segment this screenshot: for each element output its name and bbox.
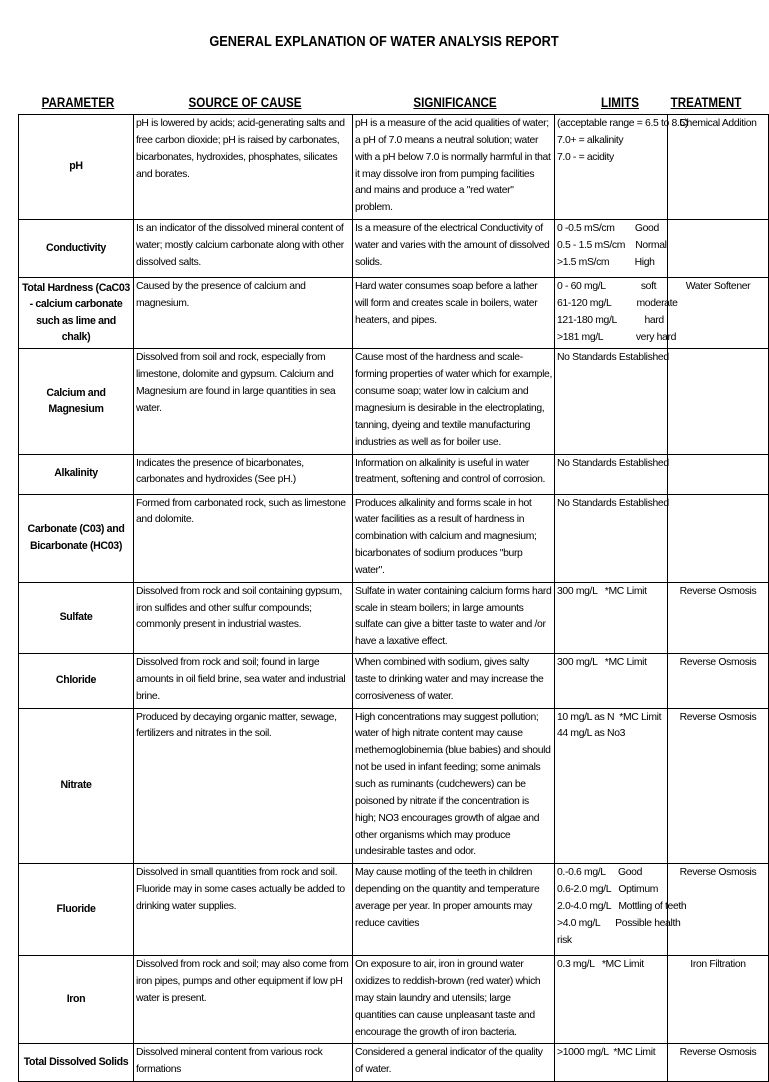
significance-cell: Is a measure of the electrical Conductivity of water and varies with the amount of dissolved solids. [353,220,555,278]
treatment-cell [668,494,769,582]
treatment-cell [668,454,769,494]
table-row [19,1044,769,1082]
significance-cell: May cause motling of the teeth in children depending on the quantity and temperature average per year. In proper amounts may reduce cavities [353,864,555,956]
significance-cell: Considered a general indicator of the quality of water. [353,1044,555,1082]
significance-cell: Sulfate in water containing calcium forms hard scale in steam boilers; in large amounts sulfate can give a bitter taste to water and /or have a laxative effect. [353,582,555,653]
header-parameter: PARAMETER [41,95,115,110]
table-row [19,654,769,709]
table-row [19,582,769,653]
significance-cell: Information on alkalinity is useful in water treatment, softening and control of corrosion. [353,454,555,494]
significance-cell: pH is a measure of the acid qualities of water; a pH of 7.0 means a neutral solution; water with a pH below 7.0 is normally harmful in that it may dissolve iron from pumping facilities and mains and produce a "red water" problem. [353,115,555,220]
table-row [19,349,769,454]
table-row [19,956,769,1044]
treatment-cell [668,349,769,454]
parameter-cell: Iron [19,956,134,1044]
treatment-cell [668,220,769,278]
source-cell: Dissolved from soil and rock, especially from limestone, dolomite and gypsum. Calcium and Magnesium are found in large quantities in sea water. [134,349,353,454]
limits-cell: (acceptable range = 6.5 to 8.5) 7.0+ = alkalinity 7.0 - = acidity [555,115,668,220]
treatment-cell: Reverse Osmosis [668,1044,769,1082]
significance-cell: Hard water consumes soap before a lather will form and creates scale in boilers, water heaters, and pipes. [353,278,555,349]
parameter-cell: pH [19,115,134,220]
significance-cell: On exposure to air, iron in ground water oxidizes to reddish-brown (red water) which may stain laundry and utensils; large quantities can cause unpleasant taste and encourage the growth of iron bacteria. [353,956,555,1044]
table-row [19,278,769,349]
treatment-cell: Iron Filtration [668,956,769,1044]
limits-cell: 10 mg/L as N *MC Limit 44 mg/L as No3 [555,708,668,864]
table-row [19,708,769,864]
significance-cell: Produces alkalinity and forms scale in hot water facilities as a result of hardness in combination with calcium and magnesium; bicarbonates of sodium produces "burp water". [353,494,555,582]
treatment-cell: Chemical Addition [668,115,769,220]
parameter-cell: Total Hardness (CaC03 - calcium carbonate such as lime and chalk) [19,278,134,349]
table-row [19,454,769,494]
parameter-cell: Conductivity [19,220,134,278]
header-limits: LIMITS [600,95,640,110]
parameter-cell: Fluoride [19,864,134,956]
source-cell: Is an indicator of the dissolved mineral content of water; mostly calcium carbonate along with other dissolved salts. [134,220,353,278]
source-cell: Formed from carbonated rock, such as limestone and dolomite. [134,494,353,582]
treatment-cell: Water Softener [668,278,769,349]
significance-cell: Cause most of the hardness and scale-forming properties of water which for example, consume soap; water low in calcium and magnesium is desirable in the electroplating, tanning, dyeing and textile manufacturing industries as well as for boiler use. [353,349,555,454]
source-cell: Indicates the presence of bicarbonates, carbonates and hydroxides (See pH.) [134,454,353,494]
limits-cell: 300 mg/L *MC Limit [555,582,668,653]
limits-cell: 0.-0.6 mg/L Good 0.6-2.0 mg/L Optimum 2.0-4.0 mg/L Mottling of teeth >4.0 mg/L Possible health risk [555,864,668,956]
parameter-cell: Calcium and Magnesium [19,349,134,454]
parameter-cell: Chloride [19,654,134,709]
header-significance: SIGNIFICANCE [413,95,497,110]
table-row [19,220,769,278]
treatment-cell: Reverse Osmosis [668,708,769,864]
parameter-cell: Carbonate (C03) and Bicarbonate (HC03) [19,494,134,582]
source-cell: Dissolved from rock and soil containing gypsum, iron sulfides and other sulfur compounds; commonly present in industrial wastes. [134,582,353,653]
significance-cell: High concentrations may suggest pollution; water of high nitrate content may cause methemoglobinemia (blue babies) and should not be used in infant feeding; some animals such as ruminants (cudchewers) can be poisoned by nitrate if the concentration is high; NO3 encourages growth of algae and other organisms which may produce undesirable tastes and odor. [353,708,555,864]
header-source: SOURCE OF CAUSE [188,95,302,110]
limits-cell: No Standards Established [555,349,668,454]
source-cell: Produced by decaying organic matter, sewage, fertilizers and nitrates in the soil. [134,708,353,864]
significance-cell: When combined with sodium, gives salty taste to drinking water and may increase the corrosiveness of water. [353,654,555,709]
header-treatment: TREATMENT [670,95,742,110]
source-cell: Dissolved in small quantities from rock and soil. Fluoride may in some cases actually be added to drinking water supplies. [134,864,353,956]
limits-cell: 0.3 mg/L *MC Limit [555,956,668,1044]
limits-cell: No Standards Established [555,494,668,582]
source-cell: Dissolved mineral content from various rock formations [134,1044,353,1082]
table-row [19,864,769,956]
source-cell: Dissolved from rock and soil; may also come from iron pipes, pumps and other equipment if low pH water is present. [134,956,353,1044]
treatment-cell: Reverse Osmosis [668,654,769,709]
report-title: GENERAL EXPLANATION OF WATER ANALYSIS REPORT [209,34,559,50]
treatment-cell: Reverse Osmosis [668,864,769,956]
limits-cell: 300 mg/L *MC Limit [555,654,668,709]
limits-cell: No Standards Established [555,454,668,494]
table-row [19,115,769,220]
parameter-cell: Total Dissolved Solids [19,1044,134,1082]
source-cell: Dissolved from rock and soil; found in large amounts in oil field brine, sea water and industrial brine. [134,654,353,709]
parameter-cell: Nitrate [19,708,134,864]
source-cell: pH is lowered by acids; acid-generating salts and free carbon dioxide; pH is raised by carbonates, bicarbonates, hydroxides, phosphates, silicates and borates. [134,115,353,220]
treatment-cell: Reverse Osmosis [668,582,769,653]
table-row [19,494,769,582]
limits-cell: 0 - 60 mg/L soft 61-120 mg/L moderate 121-180 mg/L hard >181 mg/L very hard [555,278,668,349]
water-analysis-table [18,114,769,1082]
source-cell: Caused by the presence of calcium and magnesium. [134,278,353,349]
limits-cell: 0 -0.5 mS/cm Good 0.5 - 1.5 mS/cm Normal >1.5 mS/cm High [555,220,668,278]
limits-cell: >1000 mg/L *MC Limit [555,1044,668,1082]
parameter-cell: Sulfate [19,582,134,653]
parameter-cell: Alkalinity [19,454,134,494]
